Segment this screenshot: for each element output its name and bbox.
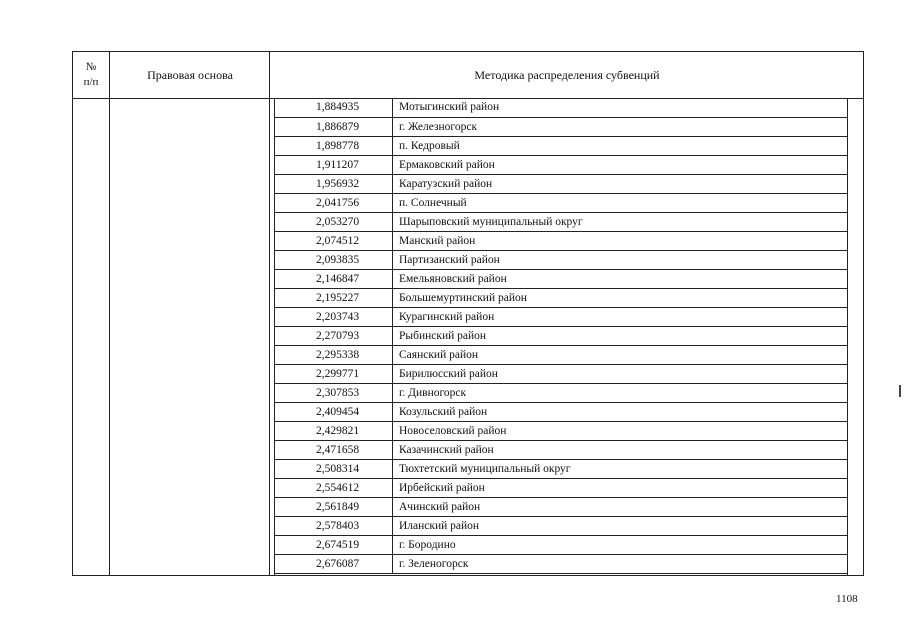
municipality-name: Шарыповский муниципальный округ [399, 216, 583, 228]
municipality-name: Ермаковский район [399, 159, 495, 171]
municipality-name: Манский район [399, 235, 476, 247]
municipality-name: Новоселовский район [399, 425, 507, 437]
coefficient-value: 2,674519 [275, 536, 393, 554]
column-divider [269, 51, 270, 576]
table-row [275, 193, 847, 212]
header-methodology: Методика распределения субвенций [474, 68, 660, 82]
table-row [275, 459, 847, 478]
coefficient-value: 2,471658 [275, 441, 393, 459]
municipality-name: г. Зеленогорск [399, 558, 469, 570]
table-row [275, 307, 847, 326]
coefficient-value: 1,956932 [275, 175, 393, 193]
municipality-name: Ачинский район [399, 501, 481, 513]
table-row [275, 117, 847, 136]
table-row [275, 98, 847, 117]
coefficient-value: 2,561849 [275, 498, 393, 516]
coefficient-value: 2,093835 [275, 251, 393, 269]
municipality-name: Саянский район [399, 349, 479, 361]
municipality-name: п. Кедровый [399, 140, 460, 152]
table-row [275, 174, 847, 193]
page-number: 1108 [836, 593, 858, 605]
coefficient-value: 1,911207 [275, 156, 393, 174]
coefficient-value: 2,307853 [275, 384, 393, 402]
coefficient-value: 2,041756 [275, 194, 393, 212]
table-row [275, 212, 847, 231]
coefficient-value: 1,898778 [275, 137, 393, 155]
municipality-name: г. Дивногорск [399, 387, 467, 399]
coefficient-value: 2,429821 [275, 422, 393, 440]
table-row [275, 535, 847, 554]
municipality-name: г. Железногорск [399, 121, 478, 133]
coefficient-value: 2,409454 [275, 403, 393, 421]
coefficient-value: 2,554612 [275, 479, 393, 497]
table-row [275, 250, 847, 269]
table-row [275, 554, 847, 573]
table-row [275, 478, 847, 497]
table-row [275, 231, 847, 250]
header-legal-basis: Правовая основа [147, 68, 233, 82]
municipality-name: Бирилюсский район [399, 368, 498, 380]
table-row [275, 269, 847, 288]
coefficient-value: 2,146847 [275, 270, 393, 288]
municipality-name: п. Солнечный [399, 197, 467, 209]
table-row [275, 345, 847, 364]
coefficient-value: 2,195227 [275, 289, 393, 307]
table-row [275, 516, 847, 535]
coefficient-value: 2,299771 [275, 365, 393, 383]
coefficient-value: 2,508314 [275, 460, 393, 478]
municipality-name: Рыбинский район [399, 330, 487, 342]
column-divider [109, 51, 110, 576]
municipality-name: Каратузский район [399, 178, 493, 190]
table-row [275, 440, 847, 459]
table-row [275, 364, 847, 383]
coefficient-value: 2,074512 [275, 232, 393, 250]
coefficient-table [274, 98, 848, 574]
municipality-name: г. Бородино [399, 539, 456, 551]
table-row [275, 326, 847, 345]
coefficient-value: 2,676087 [275, 555, 393, 573]
coefficient-value: 2,295338 [275, 346, 393, 364]
municipality-name: Тюхтетский муниципальный округ [399, 463, 571, 475]
municipality-name: Казачинский район [399, 444, 494, 456]
table-row [275, 497, 847, 516]
coefficient-value: 2,270793 [275, 327, 393, 345]
table-row [275, 402, 847, 421]
header-number [73, 60, 109, 90]
municipality-name: Большемуртинский район [399, 292, 527, 304]
table-row [275, 421, 847, 440]
municipality-name: Мотыгинский район [399, 101, 500, 113]
coefficient-value: 1,884935 [275, 98, 393, 117]
table-row [275, 288, 847, 307]
scan-edge-mark [899, 385, 901, 397]
table-row [275, 383, 847, 402]
municipality-name: Емельяновский район [399, 273, 507, 285]
header-number-symbol: № [85, 61, 97, 73]
municipality-name: Ирбейский район [399, 482, 485, 494]
municipality-name: Партизанский район [399, 254, 500, 266]
coefficient-value: 1,886879 [275, 118, 393, 136]
municipality-name: Иланский район [399, 520, 480, 532]
coefficient-value: 2,203743 [275, 308, 393, 326]
coefficient-value: 2,578403 [275, 517, 393, 535]
coefficient-value: 2,053270 [275, 213, 393, 231]
table-row [275, 155, 847, 174]
municipality-name: Курагинский район [399, 311, 495, 323]
municipality-name: Козульский район [399, 406, 488, 418]
header-number-sub: п/п [83, 76, 99, 88]
table-row [275, 136, 847, 155]
